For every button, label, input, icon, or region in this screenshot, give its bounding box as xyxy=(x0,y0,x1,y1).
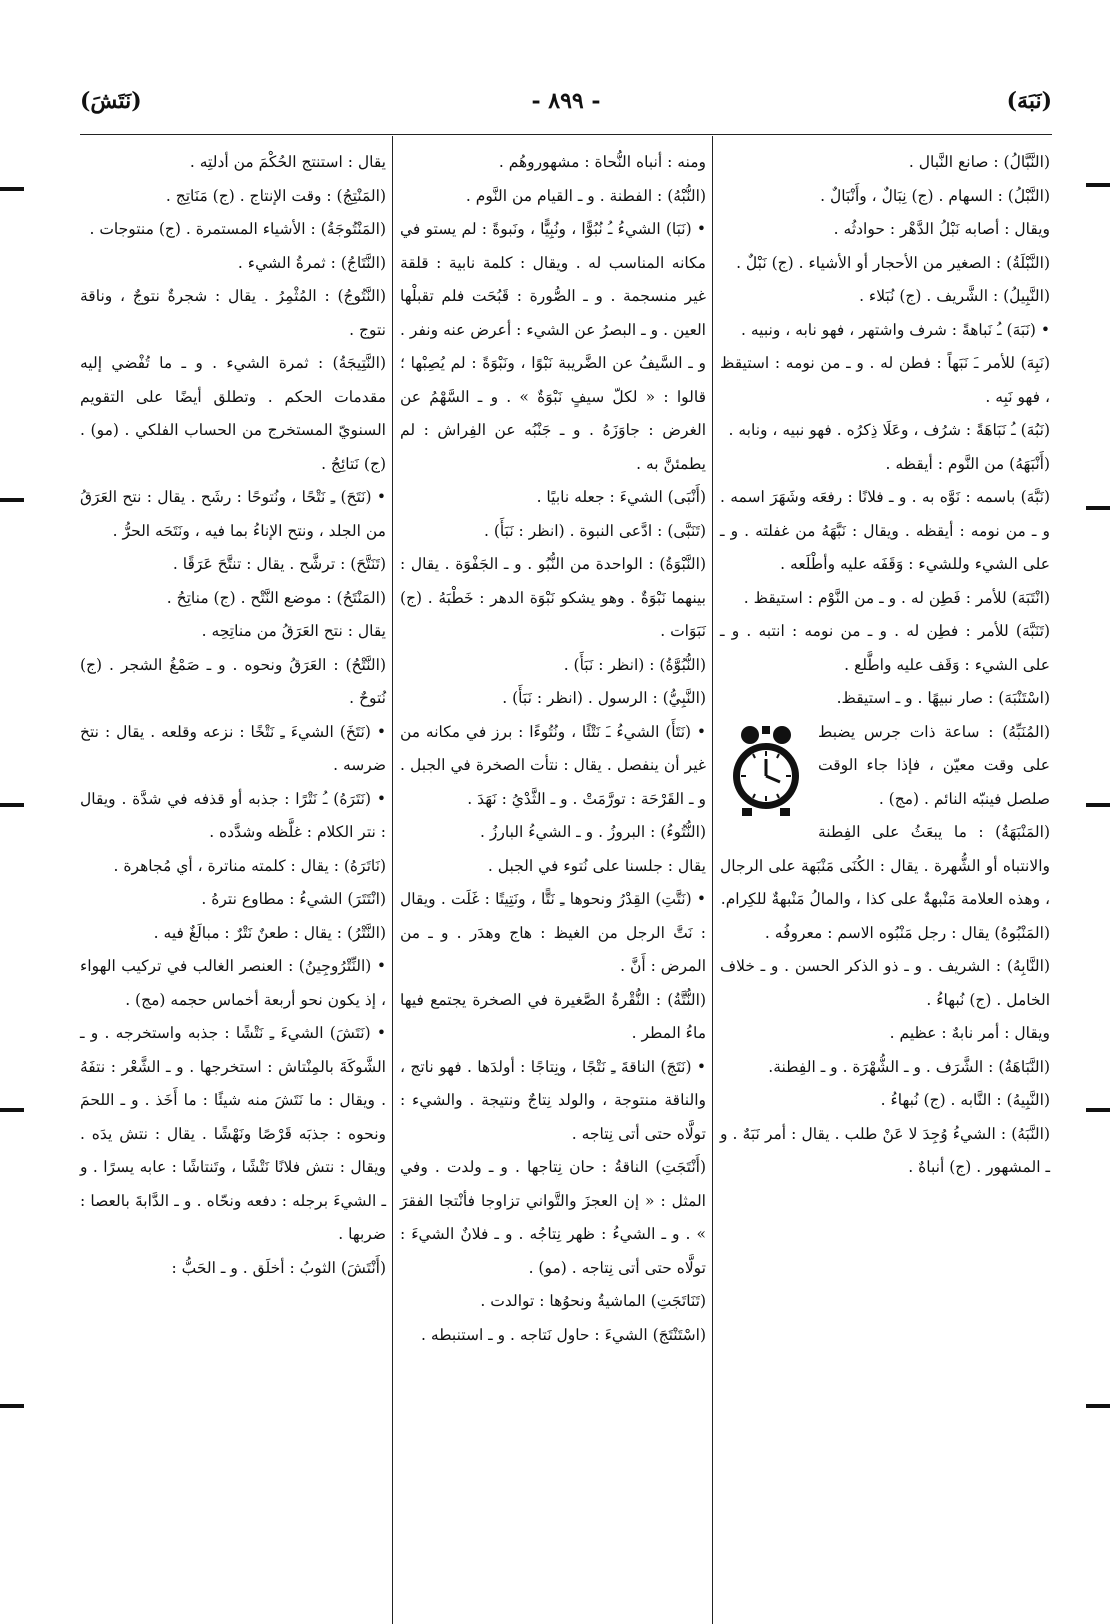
margin-mark xyxy=(1086,506,1110,510)
page-header xyxy=(80,88,1052,124)
entry: (اسْتَنْبَهَ) : صار نبيهًا . و ـ استيقظ. xyxy=(836,689,1050,707)
margin-mark xyxy=(1086,803,1110,807)
entry: (نَاتَرَهُ) : يقال : كلمته مناترة ، أي مُجاهرة . xyxy=(113,856,386,875)
entry: (المَنْبُوهُ) يقال : رجل مَنْبُوه الاسم : معروفُه . xyxy=(764,923,1050,942)
entry: (أَنْبَهَهُ) من النَّوم : أيقظه . xyxy=(885,454,1050,473)
left-guideword: (نَتَشَ) xyxy=(80,88,142,114)
entry: يقال : نتح العَرَقُ من مناتِحِه . xyxy=(201,622,386,640)
margin-mark xyxy=(0,1108,24,1112)
entry: يقال : استنتج الحُكْمَ من أدلتِه . xyxy=(189,153,386,171)
margin-mark xyxy=(1086,1108,1110,1112)
entry: (النَّبِيُّ) : الرسول . (انظر : نَبَأَ) . xyxy=(502,689,706,707)
entry: • (نَتَخَ) الشيءَ ـِ نَتْخًا : نزعه وقلعه . يقال : نتخ ضرسه . xyxy=(80,722,386,774)
entry: (تَنَتَّحَ) : ترشَّح . يقال : تنتَّحَ عَرَقًا . xyxy=(172,555,386,573)
entry: (النُّبْهُ) : الفطنة . و ـ القيام من النَّوم . xyxy=(465,186,706,205)
column-divider xyxy=(392,136,393,1624)
entry: (انْتَبَهَ) للأمر : فَطِن له . و ـ من النَّوْم : استيقظ . xyxy=(743,588,1050,607)
entry: (اسْتَنْتَجَ) الشيءَ : حاول نَتاجه . و ـ استنبطه . xyxy=(421,1325,706,1344)
margin-mark xyxy=(0,803,24,807)
margin-mark xyxy=(0,187,24,191)
entry: (نَبَّهَ) باسمه : نَوَّه به . و ـ فلانًا : رفعَه وشَهَرَ اسمه . و ـ من نومه : أيقظه . ويقال : نَبَّهَهُ من غفلته . و ـ على الشيء وللشيء : وَقَفَه عليه وأطْلَعه . xyxy=(720,488,1050,573)
middle-column xyxy=(400,146,706,1352)
entry: (النَّتَاجُ) : ثمرةُ الشيء . xyxy=(237,253,386,272)
page-number: - ٨٩٩ - xyxy=(531,88,601,114)
entry: (أَنْتَجَتِ) الناقةُ : حان نِتاجها . و ـ ولدت . وفي المثل : « إن العجزَ والتَّواني تزاوجا فأنْتجا الفقرَ » . و ـ الشيءُ : ظهر نِتاجُه . و ـ فلانٌ الشيءَ : تولَّاه حتى أتى نِتاجه . (مو) . xyxy=(400,1158,706,1277)
entry: • (نَتَّتِ) القِدْرُ ونحوها ـِ نَتًّا ، ونَتِيتًا : غَلَت . ويقال : نَتَّ الرجل من الغيظ : هاج وهدَر . و ـ من المرض : أَنَّ . xyxy=(400,890,706,975)
margin-mark xyxy=(1086,183,1110,187)
margin-mark xyxy=(0,1404,24,1408)
entry: (انْتَتَرَ) الشيءُ : مطاوع نترهُ . xyxy=(201,890,386,908)
entry: (المُنَبِّهُ) : ساعة ذات جرس يضبط على وقت معيّن ، فإذا جاء الوقت صلصل فينبّه النائم . (مج) . xyxy=(818,722,1050,808)
right-column xyxy=(720,146,1050,1185)
entry: (النَّتْحُ) : العَرَقُ ونحوه . و ـ صَمْغُ الشجر . (ج) نُتوحٌ . xyxy=(80,655,386,707)
entry: ويقال : أمر نابهٌ : عظيم . xyxy=(889,1024,1050,1042)
entry: (النُّبُوَّةُ) : (انظر : نَبَأَ) . xyxy=(563,655,706,674)
right-guideword: (نَبَهَ) xyxy=(1006,88,1052,114)
entry: • (نَتَرَهُ) ـُ نَتْرًا : جذبه أو قذفه في شدَّة . ويقال : نتر الكلام : غلَّظه وشدَّده . xyxy=(80,789,386,841)
entry: (النَّتُوجُ) : المُثْمِرُ . يقال : شجرةٌ نتوجٌ ، وناقة نتوج . xyxy=(80,287,386,339)
entry: (نَبِهَ) للأمر ـَ نَبَهاً : فطن له . و ـ من نومه : استيقظ ، فهو نَبِه . xyxy=(720,354,1050,406)
entry: (تَنَبَّى) : ادَّعى النبوة . (انظر : نَبَأَ) . xyxy=(484,521,706,540)
margin-mark xyxy=(0,498,24,502)
entry: (النَّابِهُ) : الشريف . و ـ ذو الذكر الحسن . و ـ خلاف الخامل . (ج) نُبهاءُ . xyxy=(720,957,1050,1009)
entry: • (نَتَحَ) ـِ نَتْحًا ، ونُتوحًا : رشَح . يقال : نتح العَرَقُ من الجلد ، ونتح الإناءُ بما فيه ، ونَتَحَه الحرُّ . xyxy=(80,488,386,540)
entry: • (نَتَأَ) الشيءُ ـَ نَتْئًا ، ونُتُوءًا : برز في مكانه من غير أن ينفصل . يقال : نتأت الصخرة في الجبل . و ـ القَرْحَة : تورَّمَتْ . و ـ الثَّدْيُ : نَهَدَ . xyxy=(400,722,707,808)
alarm-clock-icon xyxy=(720,722,812,818)
entry: (النَّبْلَةُ) : الصغير من الأحجار أو الأشياء . (ج) نَبْلٌ . xyxy=(736,253,1050,272)
left-column xyxy=(80,146,386,1285)
entry: • (نَتَشَ) الشيءَ ـِ نَتْشًا : جذبه واستخرجه . و ـ الشَّوكَةَ بالمِنْتاش : استخرجها . و ـ الشَّعْر : نتفَهُ . ويقال : ما نَتَشَ منه شيئًا : ما أَخَذ . و ـ اللحمَ ونحوه : جذبَه قَرْصًا ونَهْشًا . يقال : نتش يدَه . ويقال : نتش فلانًا نَتْشًا ، وتَنتاشًا : عابه يسرًا . و ـ الشيءَ برجله : دفعه ونحّاه . و ـ الدَّابةَ بالعصا : ضربها . xyxy=(80,1024,386,1243)
entry: (أَنْبَى) الشيءَ : جعله نابيًا . xyxy=(536,488,706,506)
entry: (المَنْتِجُ) : وقت الإنتاج . (ج) مَنَاتِج . xyxy=(165,186,386,205)
entry: (تَنَبَّهَ) للأمر : فطِن له . و ـ من نومه : انتبه . و ـ على الشيء : وَقَف عليه واطَّلع . xyxy=(720,622,1050,674)
entry: يقال : جلسنا على نُتوء في الجبل . xyxy=(487,856,706,875)
entry: (النَّتِيجَةُ) : ثمرة الشيء . و ـ ما تُفْضي إليه مقدمات الحكم . وتطلق أيضًا على التقويم السنويّ المستخرج من الحساب الفلكي . (مو) . (ج) نَتائِجُ . xyxy=(80,354,386,473)
column-divider xyxy=(712,136,713,1624)
entry: (النَّتْرُ) : يقال : طعنٌ نَتْرٌ : مبالَغٌ فيه . xyxy=(153,923,386,942)
entry: (تَنَاتَجَتِ) الماشيةُ ونحوُها : توالدت . xyxy=(480,1292,706,1310)
entry: • (نَبَا) الشيءُ ـُ نُبُوًّا ، ونُبِيًّا ، ونَبوةً : لم يستو في مكانه المناسب له . ويقال : كلمة نابية : قلقة غير منسجمة . و ـ الصُّورة : قَبُحَت فلم تقبلْها العين . و ـ البصرُ عن الشيء : أعرض عنه ونفر . و ـ السَّيفُ عن الضَّريبة نَبْوًا ، ونَبْوَةً : لم يُصِبْها ؛ قالوا : « لكلّ سيفٍ نَبْوَةٌ » . و ـ السَّهْمُ عن الغرض : جاوَزَهُ . و ـ جَنْبُه عن الفِراش : لم يطمئنَّ به . xyxy=(400,220,706,473)
entry: (النُّتَّةُ) : النُّقْرةُ الصَّغيرة في الصخرة يجتمع فيها ماءُ المطر . xyxy=(400,990,706,1042)
entry: (المَنْبَهَةُ) : ما يبعَثُ على الفِطنة والانتباه أو الشُّهرة . يقال : الكُنَى مَنْبَهة على الرجال ، وهذه العلامة مَنْبهةٌ على كذا ، والمالُ مَنْبهةٌ للكِرام. xyxy=(720,823,1050,908)
header-rule xyxy=(80,134,1052,135)
entry: (النُّتُوءُ) : البروزُ . و ـ الشيءُ البارزُ . xyxy=(480,823,706,841)
entry: (النَّبَّالُ) : صانع النَّبال . xyxy=(908,153,1050,171)
entry: (النَّبَهُ) : الشيءُ وُجِدَ لا عَنْ طلب . يقال : أمر نَبَهٌ . و ـ المشهور . (ج) أنباهٌ . xyxy=(720,1124,1050,1176)
entry: (النَّبِيلُ) : الشَّريف . (ج) نُبَلاء . xyxy=(859,287,1050,305)
margin-mark xyxy=(1086,1404,1110,1408)
entry: ويقال : أصابه نَبْلُ الدَّهْر : حوادثُه . xyxy=(833,220,1050,238)
entry: • (النِّتْرُوجِينُ) : العنصر الغالب في تركيب الهواء ، إذ يكون نحو أربعة أخماس حجمه (مج) . xyxy=(80,957,386,1009)
entry: • (نَبَهَ) ـُ نَباهةً : شرف واشتهر ، فهو نابه ، ونبيه . xyxy=(740,320,1050,339)
entry: (المَنْتَحُ) : موضع النَّتْح . (ج) مناتِحُ . xyxy=(166,588,386,607)
entry: (أَنْتَشَ) الثوبُ : أخلَق . و ـ الحَبُّ : xyxy=(171,1258,386,1277)
entry: (المَنْتُوجَةُ) : الأشياء المستمرة . (ج) منتوجات . xyxy=(89,220,386,238)
entry: • (نَتَجَ) الناقةَ ـِ نَتْجًا ، ونِتاجًا : أولدَها . فهو ناتج ، والناقة منتوجة ، والولد نِتاجٌ ونتيجة . والشيء : تولَّاه حتى أتى نِتاجه . xyxy=(400,1057,706,1143)
entry: ومنه : أنباه النُّحاة : مشهوروهُم . xyxy=(498,153,706,171)
entry: (النَّبْوَةُ) : الواحدة من النُّبُو . و ـ الجَفْوَة . يقال : بينهما نَبْوَةٌ . وهو يشكو نَبْوَة الدهر : خَطْبَهُ . (ج) نَبَوَات . xyxy=(400,555,706,640)
entry: (النَّبِيهُ) : النَّابه . (ج) نُبهاءُ . xyxy=(880,1091,1050,1109)
entry: (نَبُهَ) ـُ نَبَاهَةً : شرُف ، وعَلَا ذِكرُه . فهو نبيه ، ونابه . xyxy=(728,421,1050,439)
entry: (النَّبَاهَةُ) : الشَّرَف . و ـ الشُّهْرَة . و ـ الفِطنة. xyxy=(768,1057,1050,1076)
entry: (النَّبْلُ) : السهام . (ج) نِبَالٌ ، وأَنْبَالٌ . xyxy=(820,186,1050,205)
